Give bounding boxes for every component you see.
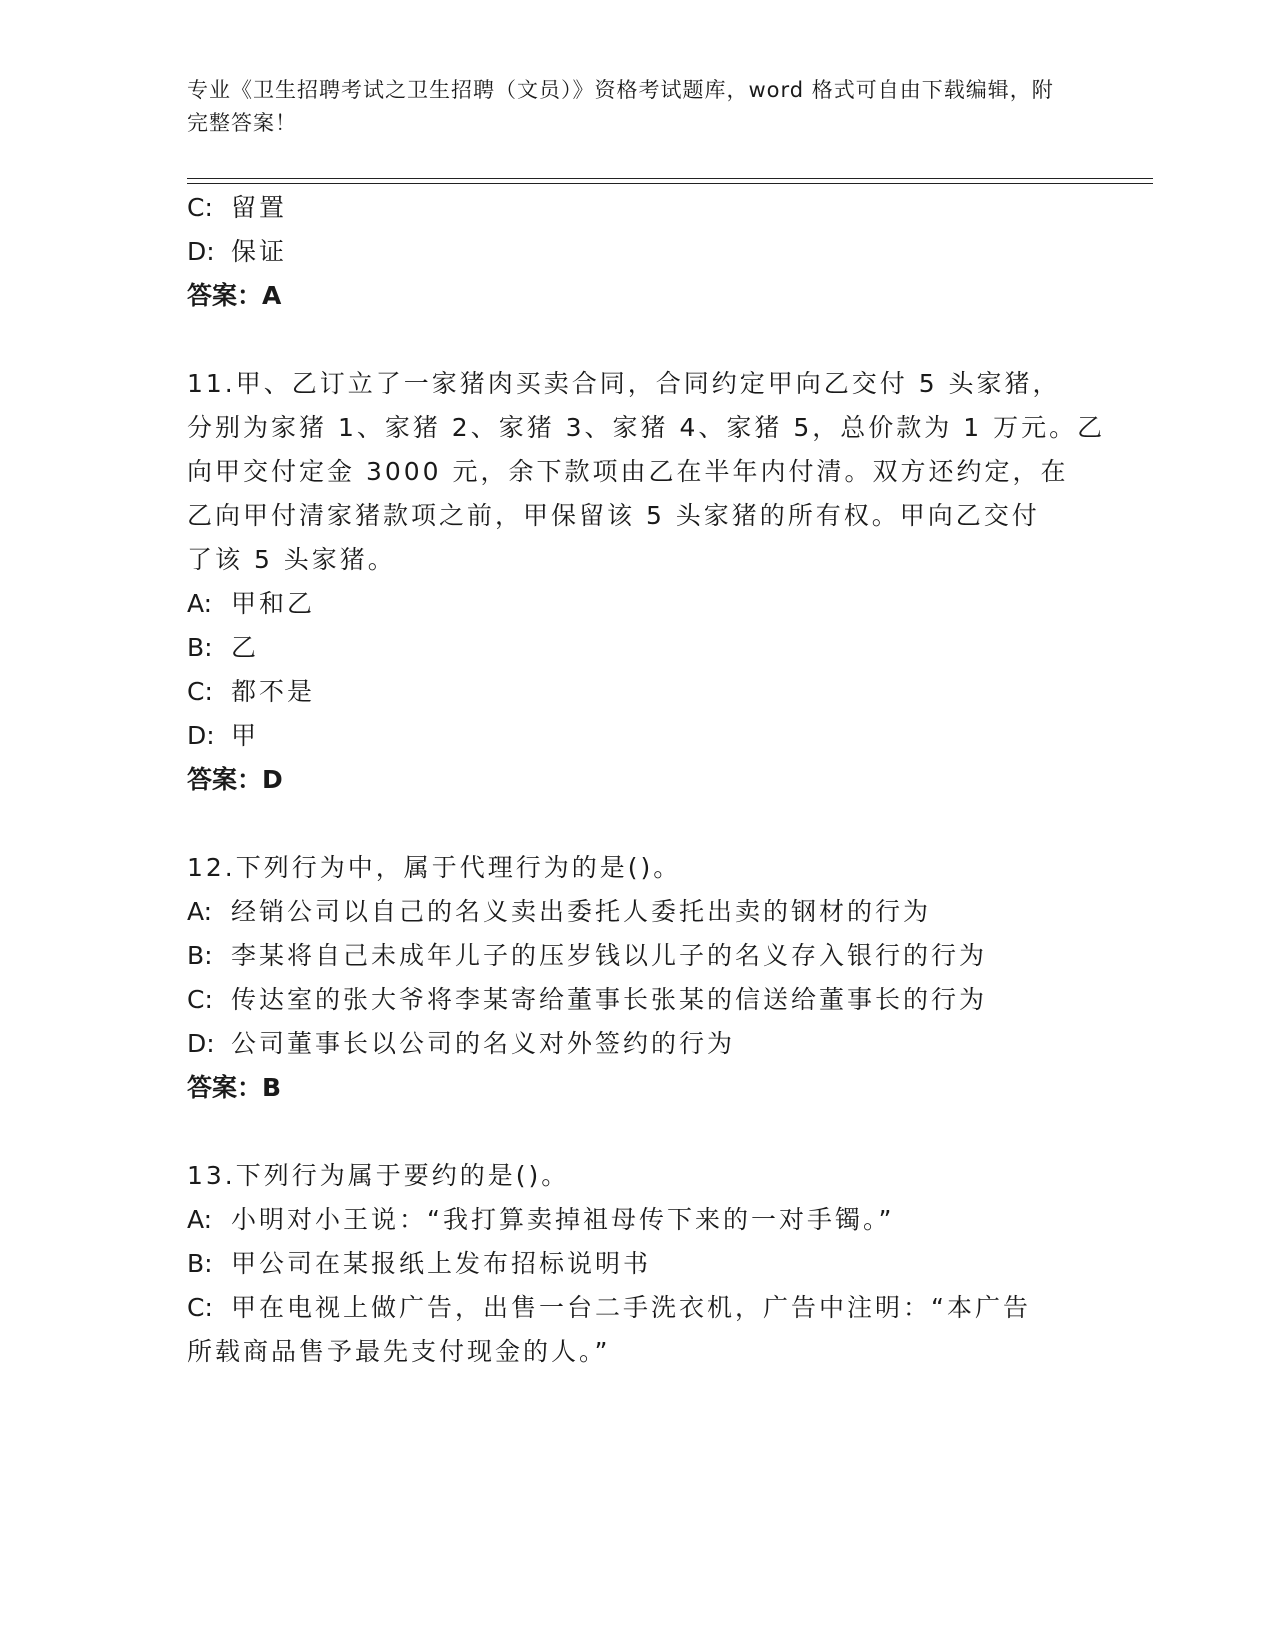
option-text: 保证 [231,237,288,266]
option-c [187,186,287,230]
option-label: D: [187,1029,215,1058]
option-text: 经销公司以自己的名义卖出委托人委托出卖的钢材的行为 [231,897,932,926]
option-text: 公司董事长以公司的名义对外签约的行为 [231,1029,736,1058]
option-text: 乙 [231,633,260,662]
header-rule-top [187,178,1153,179]
option-label: A: [187,897,213,926]
option-b [187,1242,651,1286]
option-text: 小明对小王说：“我打算卖掉祖母传下来的一对手镯。” [231,1205,895,1234]
option-d [187,1022,735,1066]
option-c [187,1286,1031,1330]
option-a [187,1198,894,1242]
option-b [187,934,987,978]
option-d [187,230,287,274]
option-label: D: [187,237,215,266]
question-11-stem-line: 乙向甲付清家猪款项之前，甲保留该 5 头家猪的所有权。甲向乙交付 [187,501,1040,530]
option-text: 甲公司在某报纸上发布招标说明书 [231,1249,652,1278]
option-label: C: [187,1293,213,1322]
option-label: A: [187,589,213,618]
option-a [187,890,931,934]
document-header: 专业《卫生招聘考试之卫生招聘（文员）》资格考试题库，word 格式可自由下载编辑，附完整答案！ [187,78,1054,135]
option-text: 李某将自己未成年儿子的压岁钱以儿子的名义存入银行的行为 [231,941,988,970]
option-label: C: [187,985,213,1014]
option-text: 传达室的张大爷将李某寄给董事长张某的信送给董事长的行为 [231,985,988,1014]
question-11-stem-line: 向甲交付定金 3000 元，余下款项由乙在半年内付清。双方还约定，在 [187,457,1069,486]
answer: 答案：A [187,281,282,310]
option-label: A: [187,1205,213,1234]
option-label: B: [187,941,213,970]
option-label: B: [187,633,213,662]
question-11-stem-line: 了该 5 头家猪。 [187,545,396,574]
option-label: C: [187,677,213,706]
option-b [187,626,259,670]
option-text: 都不是 [231,677,316,706]
option-text: 甲 [231,721,260,750]
header-rule-bottom [187,183,1153,184]
option-a [187,582,315,626]
option-text: 留置 [231,193,288,222]
question-13-stem: 13.下列行为属于要约的是()。 [187,1161,570,1190]
option-label: B: [187,1249,213,1278]
option-label: D: [187,721,215,750]
option-text: 甲在电视上做广告，出售一台二手洗衣机，广告中注明：“本广告 [231,1293,1031,1322]
option-c [187,670,315,714]
question-11-stem-line: 分别为家猪 1、家猪 2、家猪 3、家猪 4、家猪 5，总价款为 1 万元。乙 [187,413,1106,442]
option-label: C: [187,193,213,222]
option-continuation: 所载商品售予最先支付现金的人。” [187,1337,611,1366]
option-text: 甲和乙 [231,589,316,618]
question-12-stem: 12.下列行为中，属于代理行为的是()。 [187,853,682,882]
option-d [187,714,259,758]
option-c [187,978,987,1022]
question-11-stem-line: 11.甲、乙订立了一家猪肉买卖合同，合同约定甲向乙交付 5 头家猪， [187,369,1061,398]
answer: 答案：B [187,1073,282,1102]
answer: 答案：D [187,765,283,794]
